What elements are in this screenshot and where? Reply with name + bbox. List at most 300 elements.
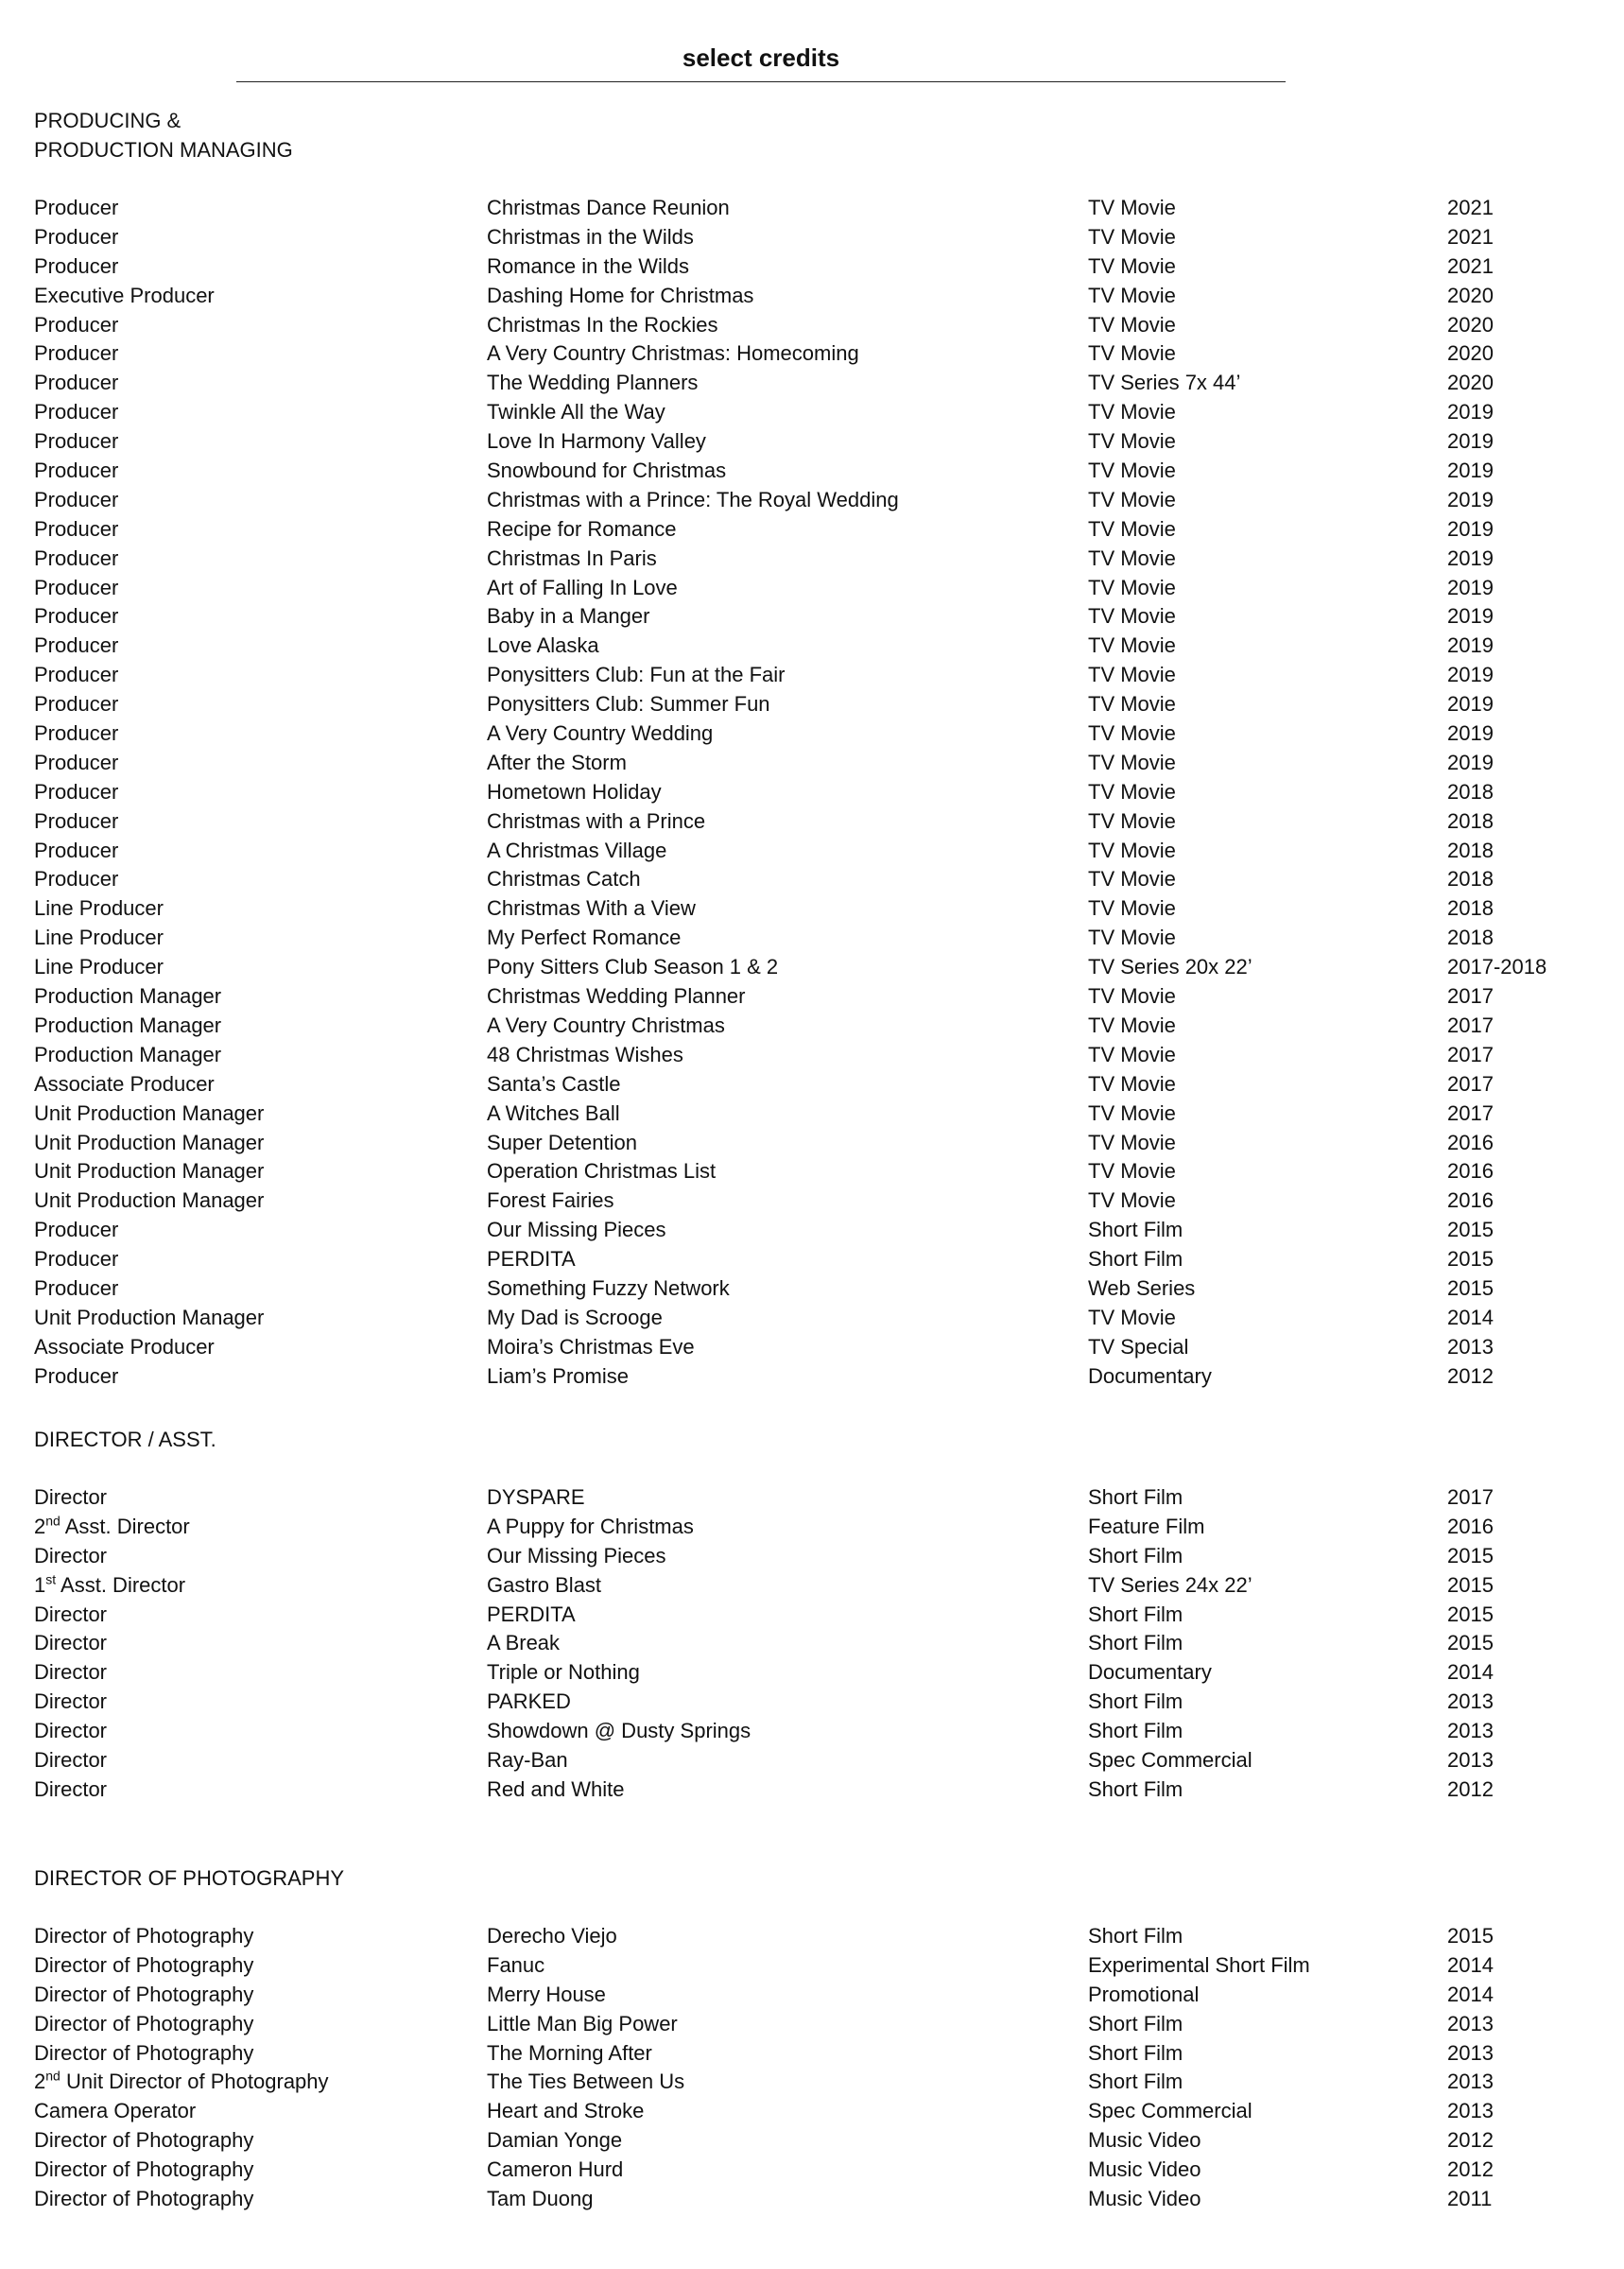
credit-type: TV Movie [1088, 1305, 1176, 1329]
credit-year: 2015 [1447, 1572, 1494, 1597]
credit-year: 2014 [1447, 1305, 1494, 1329]
credit-role: Producer [34, 224, 119, 249]
credit-year: 2012 [1447, 2157, 1494, 2182]
credit-row [34, 632, 1584, 661]
credit-role: Producer [34, 516, 119, 541]
credit-title: Christmas Dance Reunion [487, 196, 730, 219]
credit-row [34, 1245, 1584, 1274]
credit-role: Director of Photography [34, 2011, 254, 2035]
credit-type: TV Movie [1088, 1159, 1176, 1184]
credit-title: Ponysitters Club: Fun at the Fair [487, 663, 786, 687]
credit-type: TV Movie [1088, 487, 1176, 511]
credit-role: Producer [34, 867, 119, 892]
section-photography [34, 1863, 1584, 2214]
credit-row [34, 2097, 1584, 2126]
credit-type: TV Movie [1088, 808, 1176, 833]
credit-year: 2019 [1447, 459, 1494, 483]
credit-title: DYSPARE [487, 1485, 585, 1509]
credit-year: 2019 [1447, 575, 1494, 599]
credit-type: Short Film [1088, 1631, 1183, 1655]
credit-type: Short Film [1088, 1218, 1183, 1242]
credit-type: Documentary [1088, 1363, 1212, 1388]
credit-title: The Morning After [487, 2040, 652, 2065]
credit-role: Unit Production Manager [34, 1130, 265, 1154]
credit-type: Short Film [1088, 2011, 1183, 2035]
credit-row [34, 1717, 1584, 1746]
credit-type: TV Movie [1088, 926, 1176, 950]
credit-role-ordinal: 2 [34, 2070, 46, 2094]
credit-year: 2016 [1447, 1188, 1494, 1213]
credit-title: After the Storm [487, 750, 627, 774]
credit-row [34, 1601, 1584, 1630]
credit-row [34, 1746, 1584, 1775]
credit-role: Director of Photography [34, 2040, 254, 2065]
credit-row [34, 2156, 1584, 2185]
credit-year: 2021 [1447, 224, 1494, 249]
credit-type: TV Movie [1088, 459, 1176, 483]
credit-role [34, 1513, 190, 1542]
section-director [34, 1425, 1584, 1805]
section-heading: DIRECTOR OF PHOTOGRAPHY [34, 1866, 345, 1890]
section-heading: DIRECTOR / ASST. [34, 1428, 216, 1451]
credit-row [34, 252, 1584, 282]
credit-title: Christmas With a View [487, 896, 696, 921]
credit-title: Snowbound for Christmas [487, 459, 727, 483]
credit-row [34, 1157, 1584, 1186]
credit-type: TV Movie [1088, 1042, 1176, 1066]
credit-type: TV Movie [1088, 779, 1176, 804]
credit-title: Santa’s Castle [487, 1071, 621, 1096]
credit-type: TV Movie [1088, 341, 1176, 366]
credit-role [34, 2068, 329, 2097]
credit-row [34, 1129, 1584, 1158]
credit-title: Christmas Catch [487, 867, 641, 892]
credit-year: 2013 [1447, 1334, 1494, 1359]
credit-role: Director of Photography [34, 1924, 254, 1948]
credit-row [34, 1362, 1584, 1392]
credit-role: Producer [34, 721, 119, 746]
credit-role: Producer [34, 750, 119, 774]
credit-type: TV Series 7x 44’ [1088, 371, 1241, 395]
credit-row [34, 194, 1584, 223]
credit-year: 2018 [1447, 896, 1494, 921]
credit-row [34, 602, 1584, 632]
credit-title: Gastro Blast [487, 1572, 602, 1597]
section-producing [34, 106, 1584, 1392]
credit-role-ordinal: 1 [34, 1572, 46, 1597]
credit-year: 2019 [1447, 750, 1494, 774]
credit-title: Merry House [487, 1982, 606, 2006]
credit-role: Producer [34, 1363, 119, 1388]
credit-type: Short Film [1088, 2070, 1183, 2094]
credit-year: 2018 [1447, 808, 1494, 833]
credit-year: 2017-2018 [1447, 955, 1547, 979]
credit-title: Forest Fairies [487, 1188, 614, 1213]
credit-row [34, 515, 1584, 545]
credit-role-suffix: nd [45, 2069, 60, 2085]
credit-year: 2015 [1447, 1275, 1494, 1300]
credit-year: 2017 [1447, 1071, 1494, 1096]
credit-year: 2018 [1447, 779, 1494, 804]
credit-title: Baby in a Manger [487, 604, 650, 629]
credit-title: A Break [487, 1631, 561, 1655]
credit-row [34, 1186, 1584, 1216]
credit-role: Director of Photography [34, 1982, 254, 2006]
credit-role: Producer [34, 1275, 119, 1300]
credit-row [34, 1571, 1584, 1601]
credit-role: Production Manager [34, 1013, 222, 1037]
credit-type: TV Movie [1088, 604, 1176, 629]
credit-row [34, 2185, 1584, 2214]
credit-year: 2019 [1447, 721, 1494, 746]
credit-role: Director [34, 1776, 108, 1801]
credit-role: Producer [34, 838, 119, 862]
credit-year: 2019 [1447, 604, 1494, 629]
credit-year: 2011 [1447, 2187, 1493, 2211]
credit-title: My Perfect Romance [487, 926, 682, 950]
credit-type: Music Video [1088, 2128, 1201, 2153]
credit-row [34, 2068, 1584, 2097]
credit-year: 2014 [1447, 1982, 1494, 2006]
credit-type: Documentary [1088, 1660, 1212, 1685]
credit-year: 2018 [1447, 838, 1494, 862]
credit-row [34, 1333, 1584, 1362]
credit-role: Director [34, 1485, 108, 1509]
credit-role: Associate Producer [34, 1334, 215, 1359]
credit-role: Director of Photography [34, 2157, 254, 2182]
credit-role: Producer [34, 575, 119, 599]
credit-row [34, 427, 1584, 457]
credit-row [34, 1274, 1584, 1304]
credit-role: Producer [34, 196, 119, 219]
credit-year: 2020 [1447, 283, 1494, 307]
credit-role: Producer [34, 400, 119, 424]
credit-type: Music Video [1088, 2187, 1201, 2211]
credit-row [34, 1216, 1584, 1245]
credit-type: Short Film [1088, 1602, 1183, 1626]
credit-year: 2020 [1447, 341, 1494, 366]
credit-title: Love In Harmony Valley [487, 429, 706, 454]
credit-year: 2015 [1447, 1218, 1494, 1242]
credit-row [34, 1012, 1584, 1041]
credit-title: Christmas with a Prince: The Royal Wedding [487, 487, 899, 511]
credit-year: 2015 [1447, 1543, 1494, 1568]
credit-row [34, 1304, 1584, 1333]
credit-row [34, 953, 1584, 982]
credit-title: Little Man Big Power [487, 2011, 678, 2035]
credit-title: Romance in the Wilds [487, 253, 689, 278]
credit-row [34, 1951, 1584, 1981]
credit-title: Showdown @ Dusty Springs [487, 1719, 752, 1743]
credit-role: Associate Producer [34, 1071, 215, 1096]
credit-year: 2016 [1447, 1130, 1494, 1154]
credit-year: 2018 [1447, 926, 1494, 950]
credit-row [34, 574, 1584, 603]
credit-row [34, 749, 1584, 778]
credit-year: 2019 [1447, 692, 1494, 717]
credit-role: Production Manager [34, 1042, 222, 1066]
credit-title: Damian Yonge [487, 2128, 623, 2153]
credit-role: Director [34, 1602, 108, 1626]
credit-role: Producer [34, 692, 119, 717]
credit-type: Short Film [1088, 1689, 1183, 1714]
heading-spacer [34, 1893, 1584, 1922]
credit-role-suffix: nd [45, 1513, 60, 1529]
credit-type: TV Movie [1088, 400, 1176, 424]
credit-title: Fanuc [487, 1952, 545, 1977]
credit-role: Producer [34, 1218, 119, 1242]
credit-title: Liam’s Promise [487, 1363, 629, 1388]
credit-year: 2019 [1447, 546, 1494, 570]
credit-role: Producer [34, 546, 119, 570]
credit-row [34, 1100, 1584, 1129]
credit-role: Producer [34, 341, 119, 366]
credit-row [34, 457, 1584, 486]
credit-type: TV Movie [1088, 253, 1176, 278]
credit-row [34, 311, 1584, 340]
credit-type: Short Film [1088, 1485, 1183, 1509]
page-title: select credits [682, 43, 840, 72]
credit-title: My Dad is Scrooge [487, 1305, 663, 1329]
credit-title: Derecho Viejo [487, 1924, 617, 1948]
credit-role: Unit Production Manager [34, 1188, 265, 1213]
credit-type: Spec Commercial [1088, 2099, 1253, 2123]
credit-title: Ray-Ban [487, 1748, 568, 1773]
credit-type: TV Movie [1088, 1071, 1176, 1096]
credit-type: TV Movie [1088, 896, 1176, 921]
credit-role-suffix: st [45, 1571, 57, 1587]
heading-spacer [34, 165, 1584, 194]
credit-row [34, 1658, 1584, 1688]
credit-type: TV Movie [1088, 516, 1176, 541]
credit-row [34, 1513, 1584, 1542]
credit-year: 2012 [1447, 1776, 1494, 1801]
credit-year: 2019 [1447, 400, 1494, 424]
credit-type: Promotional [1088, 1982, 1200, 2006]
credit-type: TV Series 24x 22’ [1088, 1572, 1253, 1597]
credit-role: Director [34, 1689, 108, 1714]
section-heading: PRODUCTION MANAGING [34, 138, 293, 162]
credit-role: Producer [34, 1247, 119, 1272]
credit-title: Heart and Stroke [487, 2099, 645, 2123]
credit-title: Christmas In the Rockies [487, 312, 718, 337]
credit-type: TV Movie [1088, 312, 1176, 337]
credit-type: Spec Commercial [1088, 1748, 1253, 1773]
credit-year: 2021 [1447, 253, 1494, 278]
credit-row [34, 369, 1584, 398]
credit-title: Christmas In Paris [487, 546, 657, 570]
credit-role: Director [34, 1631, 108, 1655]
credit-type: TV Movie [1088, 575, 1176, 599]
credit-year: 2013 [1447, 2011, 1494, 2035]
credit-role: Producer [34, 604, 119, 629]
credit-role: Producer [34, 663, 119, 687]
credit-title: Christmas in the Wilds [487, 224, 694, 249]
credit-role: Line Producer [34, 955, 164, 979]
credit-row [34, 690, 1584, 719]
credit-year: 2015 [1447, 1602, 1494, 1626]
credit-title: A Witches Ball [487, 1100, 620, 1125]
credit-role: Producer [34, 459, 119, 483]
credit-role: Producer [34, 808, 119, 833]
credit-title: Christmas Wedding Planner [487, 984, 746, 1009]
credit-year: 2019 [1447, 516, 1494, 541]
credit-role: Producer [34, 779, 119, 804]
credit-year: 2019 [1447, 429, 1494, 454]
credit-row [34, 865, 1584, 894]
credit-title: A Puppy for Christmas [487, 1514, 694, 1538]
credit-title: PERDITA [487, 1602, 576, 1626]
credit-title: Tam Duong [487, 2187, 594, 2211]
credit-type: TV Movie [1088, 1013, 1176, 1037]
credit-type: TV Series 20x 22’ [1088, 955, 1253, 979]
credit-year: 2018 [1447, 867, 1494, 892]
credit-row [34, 982, 1584, 1012]
credit-title: Recipe for Romance [487, 516, 677, 541]
credit-title: Triple or Nothing [487, 1660, 640, 1685]
credit-role: Producer [34, 429, 119, 454]
credit-role: Producer [34, 253, 119, 278]
credit-row [34, 719, 1584, 749]
credit-year: 2012 [1447, 2128, 1494, 2153]
credit-row [34, 1542, 1584, 1571]
credit-type: Web Series [1088, 1275, 1196, 1300]
credit-type: Music Video [1088, 2157, 1201, 2182]
credit-role: Unit Production Manager [34, 1159, 265, 1184]
credit-role: Line Producer [34, 926, 164, 950]
credit-type: TV Movie [1088, 984, 1176, 1009]
credit-year: 2013 [1447, 2070, 1494, 2094]
credit-role: Producer [34, 312, 119, 337]
credit-role: Producer [34, 371, 119, 395]
credit-type: TV Movie [1088, 1130, 1176, 1154]
credit-title: Our Missing Pieces [487, 1218, 666, 1242]
credit-type: TV Movie [1088, 546, 1176, 570]
credit-row [34, 545, 1584, 574]
credit-type: Feature Film [1088, 1514, 1205, 1538]
credit-row [34, 2010, 1584, 2039]
credit-role: Unit Production Manager [34, 1305, 265, 1329]
credit-year: 2016 [1447, 1514, 1494, 1538]
credit-title: Super Detention [487, 1130, 637, 1154]
credit-year: 2013 [1447, 2040, 1494, 2065]
credit-type: Short Film [1088, 1543, 1183, 1568]
credit-title: Something Fuzzy Network [487, 1275, 730, 1300]
credit-role-text: Asst. Director [60, 1514, 190, 1538]
credit-row [34, 778, 1584, 807]
credit-title: Pony Sitters Club Season 1 & 2 [487, 955, 779, 979]
credit-row [34, 1981, 1584, 2010]
credit-year: 2016 [1447, 1159, 1494, 1184]
credit-type: TV Movie [1088, 838, 1176, 862]
credit-row [34, 661, 1584, 690]
credit-role: Director [34, 1748, 108, 1773]
credit-year: 2013 [1447, 2099, 1494, 2123]
credit-type: Short Film [1088, 1776, 1183, 1801]
credit-row [34, 1922, 1584, 1951]
credit-year: 2017 [1447, 1042, 1494, 1066]
credit-year: 2020 [1447, 312, 1494, 337]
credit-role: Director of Photography [34, 2187, 254, 2211]
credit-year: 2017 [1447, 1013, 1494, 1037]
credit-title: Red and White [487, 1776, 625, 1801]
credit-title: A Very Country Wedding [487, 721, 714, 746]
heading-spacer [34, 1454, 1584, 1483]
credit-title: PARKED [487, 1689, 571, 1714]
credit-row [34, 924, 1584, 953]
credit-title: A Christmas Village [487, 838, 667, 862]
credit-title: A Very Country Christmas [487, 1013, 725, 1037]
credit-year: 2017 [1447, 984, 1494, 1009]
credit-role: Unit Production Manager [34, 1100, 265, 1125]
credit-title: Cameron Hurd [487, 2157, 624, 2182]
credit-row [34, 339, 1584, 369]
credit-row [34, 1070, 1584, 1100]
credit-year: 2019 [1447, 633, 1494, 658]
credit-row [34, 894, 1584, 924]
credit-year: 2015 [1447, 1247, 1494, 1272]
credit-year: 2021 [1447, 196, 1494, 219]
credit-row [34, 1041, 1584, 1070]
credit-title: Twinkle All the Way [487, 400, 665, 424]
credit-role: Line Producer [34, 896, 164, 921]
credit-row [34, 807, 1584, 837]
credit-row [34, 837, 1584, 866]
credit-type: TV Special [1088, 1334, 1189, 1359]
credit-type: TV Movie [1088, 867, 1176, 892]
credit-type: TV Movie [1088, 692, 1176, 717]
credit-title: Love Alaska [487, 633, 599, 658]
credit-title: PERDITA [487, 1247, 576, 1272]
credit-title: A Very Country Christmas: Homecoming [487, 341, 859, 366]
credit-type: TV Movie [1088, 750, 1176, 774]
credit-title: Christmas with a Prince [487, 808, 706, 833]
credit-year: 2017 [1447, 1100, 1494, 1125]
credit-role: Director [34, 1660, 108, 1685]
credit-role: Producer [34, 633, 119, 658]
credit-type: Short Film [1088, 1247, 1183, 1272]
credit-role: Director of Photography [34, 1952, 254, 1977]
credit-year: 2014 [1447, 1660, 1494, 1685]
credit-role-ordinal: 2 [34, 1514, 46, 1538]
credit-year: 2017 [1447, 1485, 1494, 1509]
credit-type: TV Movie [1088, 283, 1176, 307]
credit-title: The Wedding Planners [487, 371, 699, 395]
credit-type: Short Film [1088, 1719, 1183, 1743]
credit-role: Director [34, 1719, 108, 1743]
credit-type: TV Movie [1088, 663, 1176, 687]
credit-type: TV Movie [1088, 224, 1176, 249]
credit-year: 2015 [1447, 1631, 1494, 1655]
credit-title: 48 Christmas Wishes [487, 1042, 683, 1066]
credit-type: TV Movie [1088, 721, 1176, 746]
credit-year: 2013 [1447, 1748, 1494, 1773]
credit-role: Producer [34, 487, 119, 511]
credit-row [34, 1483, 1584, 1513]
credit-title: Dashing Home for Christmas [487, 283, 754, 307]
credit-year: 2013 [1447, 1719, 1494, 1743]
title-underline [236, 81, 1286, 82]
credit-type: TV Movie [1088, 1188, 1176, 1213]
credit-title: Hometown Holiday [487, 779, 662, 804]
credit-type: TV Movie [1088, 633, 1176, 658]
credit-title: Ponysitters Club: Summer Fun [487, 692, 770, 717]
credit-title: Art of Falling In Love [487, 575, 678, 599]
credit-type: TV Movie [1088, 196, 1176, 219]
credit-row [34, 282, 1584, 311]
section-heading: PRODUCING & [34, 109, 181, 132]
credit-title: Moira’s Christmas Eve [487, 1334, 695, 1359]
